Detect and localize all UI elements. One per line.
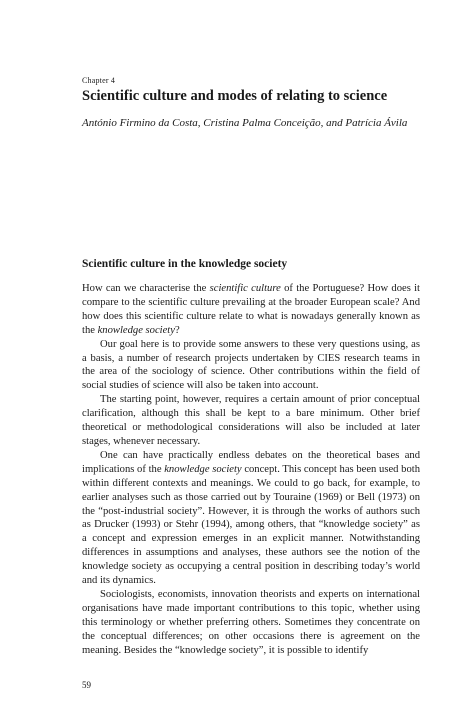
paragraph-1-emphasis-2: knowledge society <box>97 324 175 336</box>
paragraph-5: Sociologists, economists, innovation theorists and experts on international organisations have made important contributions to this topic, whether using this terminology or whether preferring others. Sometimes they concentrate on the conceptual differences; on other occasions there is agreement on the meaning. Besides the “knowledge society”, it is possible to identify <box>82 588 420 656</box>
paragraph-4-text-b: concept. This concept has been used both within different contexts and meanings. We could to go back, for example, to earlier analyses such as those carried out by Touraine (1969) or Bell (1973) on the “post-industrial society”. However, it is through the works of authors such as Drucker (1993) or Stehr (1994), among others, that “knowledge society” as a concept and expression emerges in an explicit manner. Notwithstanding differences in assumptions and analyses, these authors see the notion of the knowledge society as occupying a central position in describing today’s world and its dynamics. <box>82 463 420 587</box>
chapter-label: Chapter 4 <box>82 76 116 85</box>
section-heading: Scientific culture in the knowledge society <box>82 258 288 270</box>
paragraph-1-text-b: of the Portuguese? How does it compare to the scientific culture prevailing at the broader European scale? And how does this scientific culture relate to what is nowadays generally known as the <box>82 283 420 336</box>
body-text <box>82 282 420 657</box>
paragraph-1-text-a: How can we characterise the <box>82 283 210 294</box>
paragraph-4-emphasis: knowledge society <box>164 463 242 475</box>
chapter-title: Scientific culture and modes of relating to science <box>82 88 388 104</box>
paragraph-4 <box>82 449 420 588</box>
authors-line: António Firmino da Costa, Cristina Palma Conceição, and Patrícia Ávila <box>82 117 408 129</box>
paragraph-1-text-c: ? <box>174 324 180 336</box>
paragraph-1-emphasis-1: scientific culture <box>209 283 281 294</box>
paragraph-4-text-a: One can have practically endless debates on the theoretical bases and implications of the <box>82 449 420 475</box>
paragraph-1 <box>82 282 420 338</box>
page-number: 59 <box>82 680 91 690</box>
paragraph-3: The starting point, however, requires a certain amount of prior conceptual clarification, although this shall be kept to a bare minimum. Other brief theoretical or methodological considerations will also be included at later stages, whenever necessary. <box>82 394 420 447</box>
paragraph-2: Our goal here is to provide some answers to these very questions using, as a basis, a number of research projects undertaken by CIES research teams in the area of the sociology of science. Other contributions within the field of social studies of science will also be taken into account. <box>82 338 420 392</box>
